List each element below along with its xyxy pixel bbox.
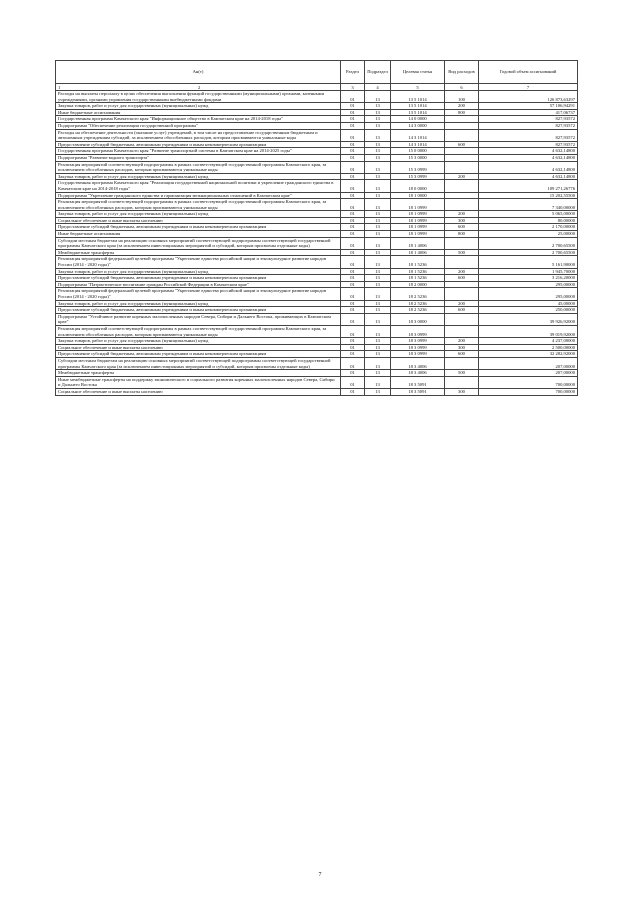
table-header-row [56, 61, 578, 84]
row-target-article: 18 1 5236 [391, 268, 445, 275]
page-number: 7 [318, 872, 322, 878]
header-section: Раздел [341, 61, 365, 84]
table-row [56, 91, 578, 103]
table-row [56, 122, 578, 129]
row-expense-type: 600 [445, 224, 479, 231]
row-section: 01 [341, 370, 365, 377]
row-expense-type [445, 357, 479, 369]
row-target-article: 18 1 4006 [391, 237, 445, 249]
header-name: Ан(т) [56, 61, 341, 84]
row-subsection: 13 [365, 129, 391, 141]
budget-table [55, 60, 578, 396]
table-row [56, 300, 578, 307]
row-section: 01 [341, 288, 365, 300]
table-row [56, 237, 578, 249]
row-name: Межбюджетные трансферты [56, 370, 341, 377]
row-section: 01 [341, 325, 365, 337]
row-section: 01 [341, 249, 365, 256]
row-expense-type: 300 [445, 217, 479, 224]
column-index: 4 [365, 84, 391, 91]
row-subsection: 13 [365, 351, 391, 358]
row-subsection: 13 [365, 116, 391, 123]
row-expense-type [445, 256, 479, 268]
row-expense-type: 600 [445, 275, 479, 282]
table-row [56, 109, 578, 116]
row-name: Подпрограмма "Укрепление гражданского единства и гармонизация межнациональных отношений в Камчатском крае" [56, 192, 341, 199]
row-amount: 4 632,14800 [479, 154, 578, 161]
row-target-article: 14 3 1014 [391, 141, 445, 148]
table-row [56, 351, 578, 358]
table-row [56, 180, 578, 192]
row-amount: 295,00000 [479, 288, 578, 300]
row-subsection: 13 [365, 103, 391, 110]
row-amount: 2 700,65500 [479, 237, 578, 249]
row-expense-type: 200 [445, 103, 479, 110]
row-expense-type: 200 [445, 173, 479, 180]
table-row [56, 313, 578, 325]
row-subsection: 13 [365, 256, 391, 268]
row-name: Предоставление субсидий бюджетным, автономным учреждениям и иным некоммерческим организациям [56, 307, 341, 314]
header-expense-type: Вид расходов [445, 61, 479, 84]
row-name: Подпрограмма "Развитие водного транспорта" [56, 154, 341, 161]
row-expense-type: 500 [445, 370, 479, 377]
row-section: 01 [341, 91, 365, 103]
row-subsection: 13 [365, 313, 391, 325]
row-name: Социальное обеспечение и иные выплаты населению [56, 388, 341, 395]
row-section: 01 [341, 161, 365, 173]
row-target-article: 18 1 0999 [391, 231, 445, 238]
row-name: Закупка товаров, работ и услуг для государственных (муниципальных) нужд [56, 268, 341, 275]
row-amount: 827,93572 [479, 122, 578, 129]
row-name: Реализация мероприятий соответствующей подпрограммы в рамках соответствующей государственной программы Камчатского края, за исключением обособленных расходов, которым присваиваются уникальные коды [56, 161, 341, 173]
row-subsection: 13 [365, 180, 391, 192]
row-section: 01 [341, 129, 365, 141]
row-section: 01 [341, 192, 365, 199]
table-row [56, 116, 578, 123]
row-section: 01 [341, 281, 365, 288]
row-expense-type [445, 122, 479, 129]
table-row [56, 199, 578, 211]
row-subsection: 13 [365, 192, 391, 199]
row-section: 01 [341, 344, 365, 351]
row-name: Расходы на выплаты персоналу в целях обеспечения выполнения функций государственными (муниципальными) органами, казенными учреждениями, органами управления государственными внебюджетными фондами [56, 91, 341, 103]
row-target-article: 13 5 1014 [391, 91, 445, 103]
row-name: Закупка товаров, работ и услуг для государственных (муниципальных) нужд [56, 103, 341, 110]
row-name: Иные бюджетные ассигнования [56, 109, 341, 116]
row-section: 01 [341, 141, 365, 148]
row-name: Реализация мероприятий федеральной целевой программы "Укрепление единства российской нации и этнокультурное развитие народов России (2014 - 2020 годы)" [56, 256, 341, 268]
row-subsection: 13 [365, 376, 391, 388]
row-amount: 700,00000 [479, 388, 578, 395]
table-row [56, 103, 578, 110]
table-row [56, 288, 578, 300]
row-target-article: 18 3 0999 [391, 344, 445, 351]
row-subsection: 13 [365, 122, 391, 129]
row-subsection: 13 [365, 173, 391, 180]
row-section: 01 [341, 103, 365, 110]
table-row [56, 344, 578, 351]
row-section: 01 [341, 388, 365, 395]
row-subsection: 13 [365, 211, 391, 218]
row-name: Государственная программа Камчатского края "Развитие транспортной системы в Камчатском крае на 2014-2025 годы" [56, 148, 341, 155]
row-amount: 2 500,00000 [479, 344, 578, 351]
row-target-article: 14 0 0000 [391, 116, 445, 123]
row-subsection: 13 [365, 148, 391, 155]
row-expense-type [445, 148, 479, 155]
row-section: 01 [341, 173, 365, 180]
column-index: 1 [58, 84, 61, 90]
table-body [56, 91, 578, 396]
table-row [56, 129, 578, 141]
row-target-article: 18 1 0999 [391, 224, 445, 231]
row-section: 01 [341, 224, 365, 231]
row-name: Подпрограмма "Патриотическое воспитание граждан Российской Федерации в Камчатском крае" [56, 281, 341, 288]
row-subsection: 13 [365, 237, 391, 249]
row-expense-type: 200 [445, 300, 479, 307]
row-subsection: 13 [365, 370, 391, 377]
table-row [56, 148, 578, 155]
table-row [56, 325, 578, 337]
table-row [56, 217, 578, 224]
row-subsection: 13 [365, 288, 391, 300]
row-subsection: 13 [365, 338, 391, 345]
row-section: 01 [341, 122, 365, 129]
table-row [56, 256, 578, 268]
row-amount: 7 340,00000 [479, 199, 578, 211]
table-row [56, 338, 578, 345]
table-row [56, 268, 578, 275]
row-amount: 109 271,26776 [479, 180, 578, 192]
row-expense-type [445, 161, 479, 173]
row-name: Социальное обеспечение и иные выплаты населению [56, 217, 341, 224]
column-index: 5 [391, 84, 445, 91]
table-row [56, 224, 578, 231]
row-expense-type [445, 129, 479, 141]
row-section: 01 [341, 199, 365, 211]
row-expense-type: 600 [445, 141, 479, 148]
row-subsection: 13 [365, 300, 391, 307]
row-amount: 4 632,14800 [479, 161, 578, 173]
row-target-article: 18 2 5236 [391, 307, 445, 314]
row-target-article: 18 2 5236 [391, 288, 445, 300]
row-subsection: 13 [365, 91, 391, 103]
row-amount: 32 282,92000 [479, 351, 578, 358]
row-target-article: 13 5 1014 [391, 109, 445, 116]
table-row [56, 357, 578, 369]
row-expense-type [445, 313, 479, 325]
row-expense-type [445, 376, 479, 388]
row-name: Реализация мероприятий соответствующей подпрограммы в рамках соответствующей государственной программы Камчатского края, за исключением обособленных расходов, которым присваиваются уникальные коды [56, 325, 341, 337]
row-amount: 250,00000 [479, 307, 578, 314]
row-target-article: 15 3 0999 [391, 173, 445, 180]
row-name: Закупка товаров, работ и услуг для государственных (муниципальных) нужд [56, 300, 341, 307]
row-name: Государственная программа Камчатского края "Реализация государственной национальной политики и укрепление гражданского единства в Камчатском крае на 2014-2018 годы" [56, 180, 341, 192]
row-section: 01 [341, 256, 365, 268]
row-target-article: 18 1 4006 [391, 249, 445, 256]
row-amount: 827,93572 [479, 116, 578, 123]
row-section: 01 [341, 338, 365, 345]
row-amount: 4 632,14800 [479, 148, 578, 155]
row-section: 01 [341, 275, 365, 282]
table-row [56, 154, 578, 161]
row-subsection: 13 [365, 268, 391, 275]
row-amount: 126 873,63297 [479, 91, 578, 103]
table-row [56, 388, 578, 395]
row-amount: 207,00000 [479, 357, 578, 369]
row-target-article: 18 1 5236 [391, 275, 445, 282]
row-amount: 39 019,92000 [479, 325, 578, 337]
row-subsection: 13 [365, 199, 391, 211]
header-subsection: Подраздел [365, 61, 391, 84]
column-index: 2 [198, 84, 201, 90]
row-section: 01 [341, 351, 365, 358]
row-amount: 5 161,90000 [479, 256, 578, 268]
column-index: 6 [445, 84, 479, 91]
row-subsection: 13 [365, 307, 391, 314]
row-name: Расходы на обеспечение деятельности (оказание услуг) учреждений, в том числе на предоставление государственным бюджетным и автономным учреждениям субсидий, за исключением обособленных расходов, которым присваиваются уникальные коды [56, 129, 341, 141]
table-row [56, 370, 578, 377]
row-section: 01 [341, 109, 365, 116]
row-subsection: 13 [365, 141, 391, 148]
table-row [56, 249, 578, 256]
row-subsection: 13 [365, 161, 391, 173]
row-section: 01 [341, 268, 365, 275]
row-amount: 827,93572 [479, 141, 578, 148]
row-name: Реализация мероприятий федеральной целевой программы "Укрепление единства российской нации и этнокультурное развитие народов России (2014 - 2020 годы)" [56, 288, 341, 300]
row-amount: 3 216,20000 [479, 275, 578, 282]
row-section: 01 [341, 116, 365, 123]
row-subsection: 13 [365, 344, 391, 351]
row-section: 01 [341, 357, 365, 369]
row-target-article: 15 3 0000 [391, 154, 445, 161]
row-name: Подпрограмма "Обеспечение реализации государственной программы" [56, 122, 341, 129]
row-amount: 45,00000 [479, 300, 578, 307]
row-amount: 5 065,00000 [479, 211, 578, 218]
row-section: 01 [341, 313, 365, 325]
row-target-article: 18 1 0999 [391, 199, 445, 211]
row-target-article: 18 3 4006 [391, 370, 445, 377]
row-name: Предоставление субсидий бюджетным, автономным учреждениям и иным некоммерческим организациям [56, 351, 341, 358]
row-expense-type [445, 281, 479, 288]
row-target-article: 18 1 0999 [391, 217, 445, 224]
row-amount: 2 700,65500 [479, 249, 578, 256]
table-row [56, 376, 578, 388]
row-section: 01 [341, 211, 365, 218]
row-name: Предоставление субсидий бюджетным, автономным учреждениям и иным некоммерческим организациям [56, 141, 341, 148]
row-amount: 39 926,92000 [479, 313, 578, 325]
row-expense-type: 200 [445, 338, 479, 345]
row-name: Реализация мероприятий соответствующей подпрограммы в рамках соответствующей государственной программы Камчатского края, за исключением обособленных расходов, которым присваиваются уникальные коды [56, 199, 341, 211]
row-amount: 80,00000 [479, 217, 578, 224]
row-target-article: 14 3 1014 [391, 129, 445, 141]
row-name: Предоставление субсидий бюджетным, автономным учреждениям и иным некоммерческим организациям [56, 224, 341, 231]
row-expense-type [445, 116, 479, 123]
row-name: Закупка товаров, работ и услуг для государственных (муниципальных) нужд [56, 173, 341, 180]
row-amount: 4 632,14800 [479, 173, 578, 180]
row-section: 01 [341, 231, 365, 238]
row-target-article: 13 5 1014 [391, 103, 445, 110]
table-row [56, 275, 578, 282]
row-amount: 4 237,00000 [479, 338, 578, 345]
row-subsection: 13 [365, 224, 391, 231]
row-name: Субсидии местным бюджетам на реализацию основных мероприятий соответствующей подпрограммы соответствующей государственной программы Камчатского края (за исключением инвестиционных мероприятий и субсидий, которым присвоены отдельные коды) [56, 357, 341, 369]
row-target-article: 18 3 5091 [391, 388, 445, 395]
row-expense-type [445, 199, 479, 211]
row-expense-type [445, 180, 479, 192]
row-target-article: 18 2 5236 [391, 300, 445, 307]
row-target-article: 18 2 0000 [391, 281, 445, 288]
row-expense-type: 300 [445, 388, 479, 395]
row-expense-type [445, 237, 479, 249]
row-subsection: 13 [365, 281, 391, 288]
row-name: Предоставление субсидий бюджетным, автономным учреждениям и иным некоммерческим организациям [56, 275, 341, 282]
row-target-article: 18 3 5091 [391, 376, 445, 388]
row-subsection: 13 [365, 325, 391, 337]
row-expense-type [445, 325, 479, 337]
row-name: Закупка товаров, работ и услуг для государственных (муниципальных) нужд [56, 211, 341, 218]
row-section: 01 [341, 148, 365, 155]
table-row [56, 192, 578, 199]
row-amount: 700,00000 [479, 376, 578, 388]
row-expense-type: 600 [445, 307, 479, 314]
row-expense-type: 200 [445, 211, 479, 218]
row-subsection: 13 [365, 154, 391, 161]
row-expense-type: 200 [445, 268, 479, 275]
table-row [56, 173, 578, 180]
row-subsection: 13 [365, 231, 391, 238]
row-target-article: 14 3 0000 [391, 122, 445, 129]
column-index [56, 84, 341, 91]
row-expense-type [445, 192, 479, 199]
row-target-article: 18 3 4006 [391, 357, 445, 369]
row-target-article: 18 1 0999 [391, 211, 445, 218]
row-expense-type: 800 [445, 231, 479, 238]
row-name: Государственная программа Камчатского края "Информационное общество в Камчатском крае на 2014-2018 годы" [56, 116, 341, 123]
table-row [56, 231, 578, 238]
row-expense-type: 100 [445, 91, 479, 103]
row-target-article: 18 3 0999 [391, 338, 445, 345]
row-target-article: 18 1 0000 [391, 192, 445, 199]
row-section: 01 [341, 237, 365, 249]
row-subsection: 13 [365, 109, 391, 116]
row-expense-type [445, 288, 479, 300]
row-amount: 827,93572 [479, 129, 578, 141]
table-row [56, 211, 578, 218]
row-section: 01 [341, 307, 365, 314]
row-subsection: 13 [365, 388, 391, 395]
column-index-row [56, 84, 578, 91]
row-subsection: 13 [365, 275, 391, 282]
row-amount: 1 945,70000 [479, 268, 578, 275]
row-target-article: 18 3 0999 [391, 325, 445, 337]
row-amount: 25,00000 [479, 231, 578, 238]
row-target-article: 18 3 0999 [391, 351, 445, 358]
row-expense-type: 500 [445, 249, 479, 256]
row-amount: 295,00000 [479, 281, 578, 288]
row-expense-type: 300 [445, 344, 479, 351]
row-section: 01 [341, 376, 365, 388]
row-target-article: 15 3 0999 [391, 161, 445, 173]
column-index: 3 [341, 84, 365, 91]
row-amount: 207,00000 [479, 370, 578, 377]
row-amount: 417,06737 [479, 109, 578, 116]
header-annual-amount: Годовой объем ассигнований [479, 61, 578, 84]
row-section: 01 [341, 300, 365, 307]
row-subsection: 13 [365, 249, 391, 256]
row-subsection: 13 [365, 217, 391, 224]
row-amount: 2 170,00000 [479, 224, 578, 231]
row-target-article: 18 3 0000 [391, 313, 445, 325]
table-row [56, 307, 578, 314]
column-index: 7 [479, 84, 578, 91]
row-subsection: 13 [365, 357, 391, 369]
table-row [56, 281, 578, 288]
row-section: 01 [341, 180, 365, 192]
row-name: Субсидии местным бюджетам на реализацию основных мероприятий соответствующей подпрограммы соответствующей государственной программы Камчатского края (за исключением инвестиционных мероприятий и субсидий, которым присвоены отдельные коды) [56, 237, 341, 249]
row-expense-type: 800 [445, 109, 479, 116]
row-name: Социальное обеспечение и иные выплаты населению [56, 344, 341, 351]
row-name: Иные межбюджетные трансферты на поддержку экономического и социального развития коренных малочисленных народов Севера, Сибири и Дальнего Востока [56, 376, 341, 388]
row-expense-type: 600 [445, 351, 479, 358]
budget-document-page [55, 60, 577, 396]
row-amount: 15 202,55500 [479, 192, 578, 199]
row-amount: 57 106,94291 [479, 103, 578, 110]
row-section: 01 [341, 154, 365, 161]
header-target-article: Целевая статья [391, 61, 445, 84]
row-name: Межбюджетные трансферты [56, 249, 341, 256]
table-row [56, 141, 578, 148]
table-row [56, 161, 578, 173]
row-target-article: 18 0 0000 [391, 180, 445, 192]
row-section: 01 [341, 217, 365, 224]
row-name: Подпрограмма "Устойчивое развитие коренных малочисленных народов Севера, Сибири и Дальнего Востока, проживающих в Камчатском крае" [56, 313, 341, 325]
row-expense-type [445, 154, 479, 161]
row-target-article: 15 0 0000 [391, 148, 445, 155]
row-target-article: 18 1 5236 [391, 256, 445, 268]
row-name: Иные бюджетные ассигнования [56, 231, 341, 238]
row-name: Закупка товаров, работ и услуг для государственных (муниципальных) нужд [56, 338, 341, 345]
